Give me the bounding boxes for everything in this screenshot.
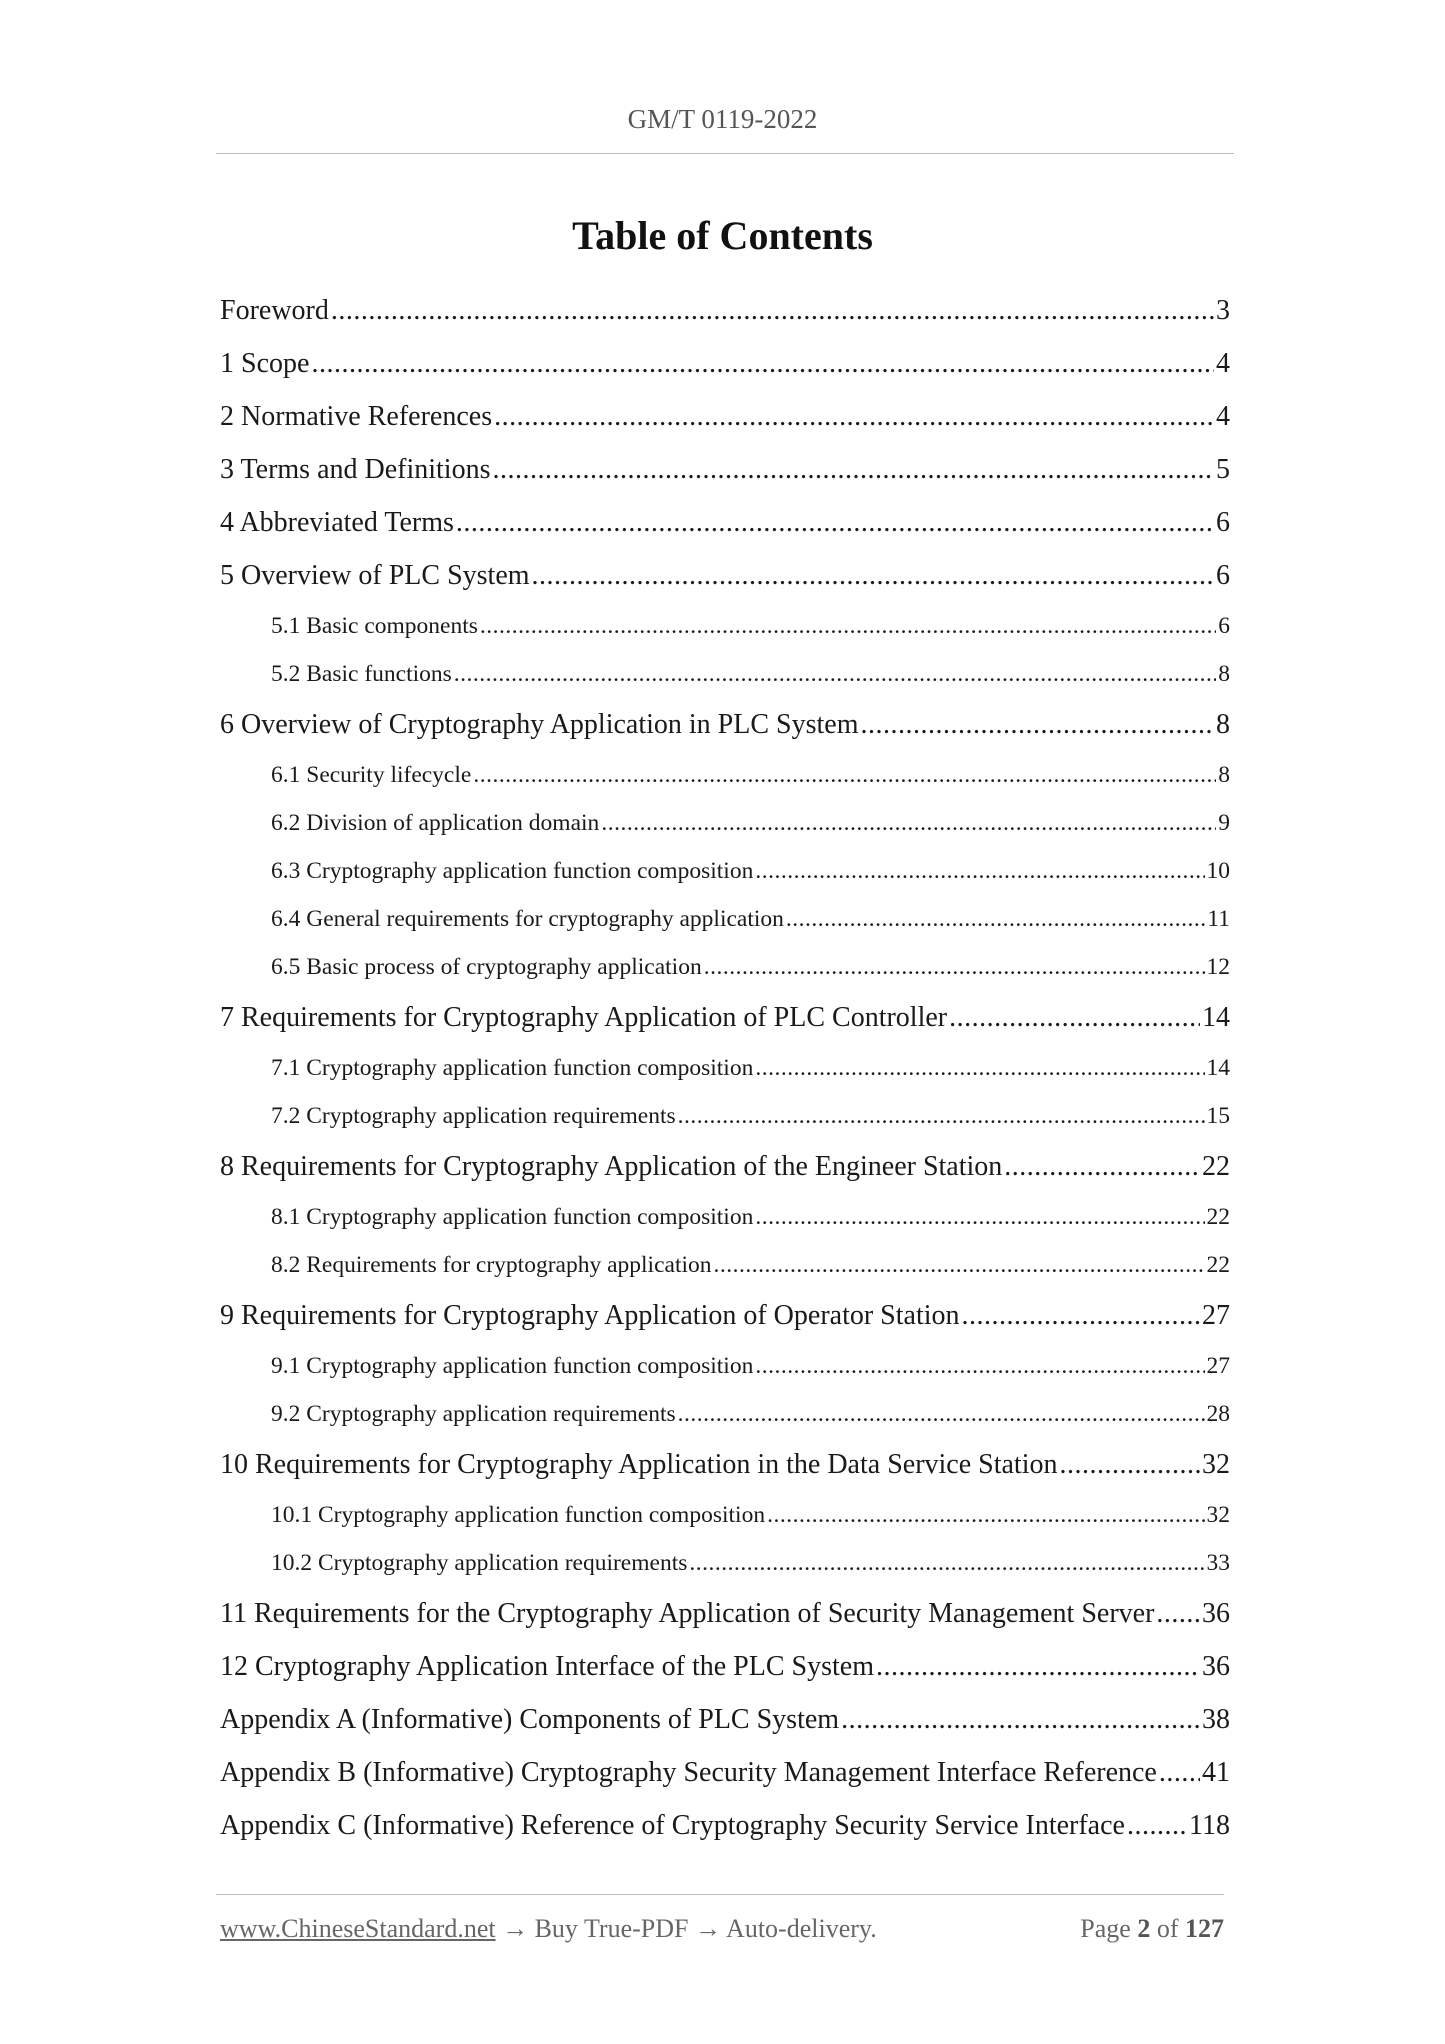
- toc-subentry[interactable]: [220, 1390, 1230, 1438]
- toc-page-number: 33: [1206, 1550, 1230, 1576]
- toc-entry-title: 5.1 Basic components: [271, 613, 478, 639]
- toc-subentry[interactable]: [220, 1491, 1230, 1539]
- toc-dot-leader: [949, 991, 1200, 1044]
- page-label: Page: [1080, 1914, 1131, 1943]
- toc-dot-leader: [786, 895, 1205, 943]
- toc-dot-leader: [601, 799, 1216, 847]
- toc-dot-leader: [861, 698, 1215, 751]
- toc-page-number: 8: [1218, 762, 1230, 788]
- total-pages-number: 127: [1185, 1914, 1224, 1943]
- toc-subentry[interactable]: [220, 650, 1230, 698]
- toc-page-number: 8: [1218, 661, 1230, 687]
- toc-subentry[interactable]: [220, 751, 1230, 799]
- toc-page-number: 32: [1202, 1449, 1230, 1480]
- toc-dot-leader: [1004, 1140, 1200, 1193]
- toc-entry-title: 8.2 Requirements for cryptography application: [271, 1252, 712, 1278]
- document-id-header: GM/T 0119-2022: [627, 104, 818, 134]
- footer-left: [220, 1914, 877, 1944]
- toc-page-number: 36: [1202, 1598, 1230, 1629]
- toc-page-number: 3: [1216, 295, 1230, 326]
- toc-subentry[interactable]: [220, 1044, 1230, 1092]
- toc-subentry[interactable]: [220, 1342, 1230, 1390]
- toc-entry-title: 6.2 Division of application domain: [271, 810, 600, 836]
- toc-dot-leader: [678, 1390, 1205, 1438]
- toc-subentry[interactable]: [220, 1092, 1230, 1140]
- page-indicator: [1080, 1914, 1224, 1944]
- toc-entry-title: 9.2 Cryptography application requirements: [271, 1401, 676, 1427]
- toc-entry[interactable]: [220, 390, 1230, 443]
- toc-page-number: 36: [1202, 1651, 1230, 1682]
- toc-dot-leader: [841, 1693, 1200, 1746]
- toc-page-number: 12: [1206, 954, 1230, 980]
- toc-subentry[interactable]: [220, 895, 1230, 943]
- toc-entry-title: 1 Scope: [220, 348, 310, 379]
- toc-entry-title: Appendix A (Informative) Components of PLC System: [220, 1704, 840, 1735]
- toc-dot-leader: [678, 1092, 1205, 1140]
- toc-entry-title: Appendix B (Informative) Cryptography Security Management Interface Reference: [220, 1757, 1157, 1788]
- toc-dot-leader: [454, 650, 1216, 698]
- toc-dot-leader: [492, 443, 1214, 496]
- toc-dot-leader: [704, 943, 1205, 991]
- toc-page-number: 118: [1189, 1810, 1230, 1841]
- toc-page-number: 14: [1206, 1055, 1230, 1081]
- toc-page-number: 28: [1206, 1401, 1230, 1427]
- toc-page-number: 10: [1206, 858, 1230, 884]
- toc-dot-leader: [1059, 1438, 1200, 1491]
- toc-entry-title: 10.1 Cryptography application function composition: [271, 1502, 766, 1528]
- page-footer: [220, 1914, 1224, 1944]
- toc-page-number: 22: [1206, 1252, 1230, 1278]
- toc-entry[interactable]: [220, 1289, 1230, 1342]
- toc-page-number: 9: [1218, 810, 1230, 836]
- toc-dot-leader: [532, 549, 1214, 602]
- toc-subentry[interactable]: [220, 602, 1230, 650]
- toc-page-number: 5: [1216, 454, 1230, 485]
- toc-entry[interactable]: [220, 284, 1230, 337]
- toc-dot-leader: [689, 1539, 1204, 1587]
- toc-page-number: 6: [1216, 507, 1230, 538]
- toc-dot-leader: [331, 284, 1214, 337]
- page-title: Table of Contents: [572, 213, 873, 258]
- toc-dot-leader: [755, 1342, 1204, 1390]
- toc-page-number: 41: [1202, 1757, 1230, 1788]
- toc-entry[interactable]: [220, 698, 1230, 751]
- toc-entry-title: 6.3 Cryptography application function composition: [271, 858, 754, 884]
- toc-dot-leader: [962, 1289, 1200, 1342]
- toc-dot-leader: [755, 1193, 1204, 1241]
- toc-entry-title: 6.5 Basic process of cryptography application: [271, 954, 702, 980]
- toc-entry-title: 12 Cryptography Application Interface of the PLC System: [220, 1651, 874, 1682]
- toc-page-number: 6: [1216, 560, 1230, 591]
- toc-entry-title: 10 Requirements for Cryptography Application in the Data Service Station: [220, 1449, 1058, 1480]
- toc-page-number: 8: [1216, 709, 1230, 740]
- toc-entry[interactable]: [220, 549, 1230, 602]
- toc-dot-leader: [1156, 1587, 1200, 1640]
- toc-dot-leader: [1159, 1746, 1200, 1799]
- toc-entry-title: 4 Abbreviated Terms: [220, 507, 454, 538]
- toc-entry[interactable]: [220, 337, 1230, 390]
- toc-page-number: 27: [1206, 1353, 1230, 1379]
- website-link[interactable]: www.ChineseStandard.net: [220, 1914, 496, 1943]
- table-of-contents: [220, 284, 1230, 1852]
- toc-dot-leader: [456, 496, 1214, 549]
- toc-entry-title: 5.2 Basic functions: [271, 661, 452, 687]
- toc-subentry[interactable]: [220, 1193, 1230, 1241]
- toc-entry-title: 6 Overview of Cryptography Application in PLC System: [220, 709, 859, 740]
- toc-dot-leader: [1127, 1799, 1187, 1852]
- toc-page-number: 4: [1216, 348, 1230, 379]
- toc-entry-title: 10.2 Cryptography application requirements: [271, 1550, 688, 1576]
- toc-entry[interactable]: [220, 443, 1230, 496]
- toc-entry-title: 3 Terms and Definitions: [220, 454, 491, 485]
- toc-dot-leader: [755, 1044, 1204, 1092]
- toc-page-number: 22: [1202, 1151, 1230, 1182]
- toc-page-number: 4: [1216, 401, 1230, 432]
- toc-entry[interactable]: [220, 991, 1230, 1044]
- toc-page-number: 27: [1202, 1300, 1230, 1331]
- toc-entry-title: 11 Requirements for the Cryptography Application of Security Management Server: [220, 1598, 1155, 1629]
- toc-subentry[interactable]: [220, 799, 1230, 847]
- toc-entry-title: 7.1 Cryptography application function composition: [271, 1055, 754, 1081]
- toc-page-number: 22: [1206, 1204, 1230, 1230]
- toc-entry[interactable]: [220, 1438, 1230, 1491]
- toc-entry[interactable]: [220, 496, 1230, 549]
- toc-subentry[interactable]: [220, 943, 1230, 991]
- toc-entry[interactable]: [220, 1587, 1230, 1640]
- toc-entry[interactable]: [220, 1140, 1230, 1193]
- toc-page-number: 11: [1207, 906, 1230, 932]
- toc-entry-title: 6.1 Security lifecycle: [271, 762, 472, 788]
- toc-entry-title: 2 Normative References: [220, 401, 493, 432]
- toc-entry[interactable]: [220, 1799, 1230, 1852]
- toc-dot-leader: [311, 337, 1214, 390]
- toc-dot-leader: [473, 751, 1216, 799]
- of-label: of: [1156, 1914, 1179, 1943]
- toc-subentry[interactable]: [220, 1241, 1230, 1289]
- toc-subentry[interactable]: [220, 847, 1230, 895]
- toc-dot-leader: [494, 390, 1214, 443]
- toc-subentry[interactable]: [220, 1539, 1230, 1587]
- toc-entry-title: 5 Overview of PLC System: [220, 560, 530, 591]
- footer-divider: [216, 1894, 1224, 1895]
- toc-entry-title: 9 Requirements for Cryptography Application of Operator Station: [220, 1300, 960, 1331]
- promo-text: → Buy True-PDF → Auto-delivery.: [495, 1914, 877, 1943]
- toc-page-number: 38: [1202, 1704, 1230, 1735]
- toc-page-number: 32: [1206, 1502, 1230, 1528]
- toc-dot-leader: [480, 602, 1216, 650]
- toc-entry-title: 8 Requirements for Cryptography Application of the Engineer Station: [220, 1151, 1003, 1182]
- toc-page-number: 6: [1218, 613, 1230, 639]
- toc-dot-leader: [714, 1241, 1205, 1289]
- toc-entry-title: 7 Requirements for Cryptography Application of PLC Controller: [220, 1002, 948, 1033]
- toc-page-number: 14: [1202, 1002, 1230, 1033]
- toc-entry-title: 6.4 General requirements for cryptography application: [271, 906, 784, 932]
- toc-entry-title: 9.1 Cryptography application function composition: [271, 1353, 754, 1379]
- toc-dot-leader: [767, 1491, 1204, 1539]
- toc-entry-title: Appendix C (Informative) Reference of Cryptography Security Service Interface: [220, 1810, 1125, 1841]
- toc-entry-title: Foreword: [220, 295, 329, 326]
- toc-entry[interactable]: [220, 1746, 1230, 1799]
- header-divider: [216, 153, 1234, 154]
- toc-entry[interactable]: [220, 1640, 1230, 1693]
- toc-page-number: 15: [1206, 1103, 1230, 1129]
- toc-entry[interactable]: [220, 1693, 1230, 1746]
- toc-dot-leader: [755, 847, 1204, 895]
- toc-dot-leader: [876, 1640, 1200, 1693]
- toc-entry-title: 8.1 Cryptography application function composition: [271, 1204, 754, 1230]
- current-page-number: 2: [1137, 1914, 1151, 1943]
- toc-entry-title: 7.2 Cryptography application requirements: [271, 1103, 676, 1129]
